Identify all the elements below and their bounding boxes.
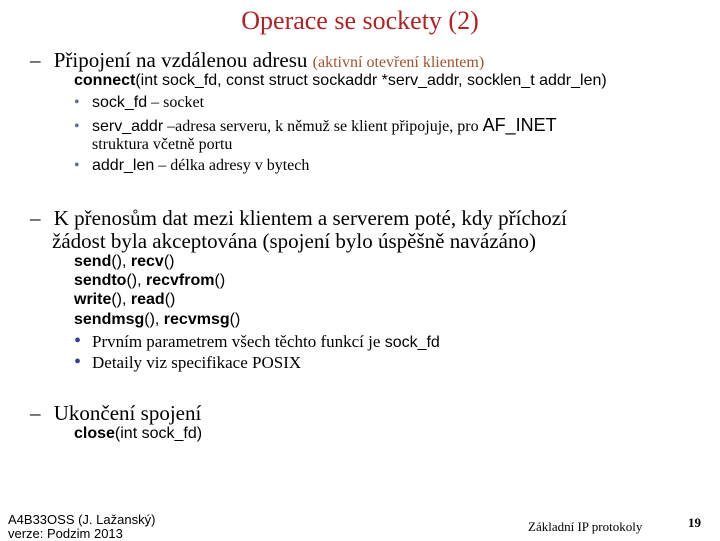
param-name: addr_len bbox=[92, 157, 155, 174]
function-name: send bbox=[74, 253, 112, 270]
function-name: sendto bbox=[74, 272, 127, 289]
function-separator: , bbox=[122, 253, 131, 270]
section-transfer-heading bbox=[30, 206, 567, 231]
dash-marker: – bbox=[30, 206, 41, 230]
bullet-icon: • bbox=[74, 351, 82, 373]
function-parens: () bbox=[111, 253, 122, 270]
list-item bbox=[74, 330, 440, 353]
bullet-text: Prvním parametrem všech těchto funkcí je bbox=[92, 332, 381, 351]
bullet-icon: • bbox=[74, 330, 82, 352]
footer-author: A4B33OSS (J. Lažanský) bbox=[8, 512, 156, 527]
bullet-icon: • bbox=[74, 94, 80, 111]
param-desc: – socket bbox=[151, 94, 205, 111]
function-name: recvfrom bbox=[146, 272, 215, 289]
bullet-icon: • bbox=[74, 157, 80, 174]
function-parens: () bbox=[163, 253, 175, 270]
function-separator: , bbox=[154, 311, 164, 328]
close-signature bbox=[74, 425, 202, 443]
dash-marker: – bbox=[30, 401, 41, 425]
function-name: sendmsg bbox=[74, 311, 145, 328]
function-separator: , bbox=[122, 291, 131, 308]
list-item bbox=[74, 157, 309, 175]
bullet-text: Detaily viz specifikace POSIX bbox=[92, 353, 302, 372]
param-desc: –adresa serveru, k němuž se klient připojuje, pro bbox=[167, 118, 479, 135]
function-parens: () bbox=[164, 291, 176, 308]
slide-title: Operace se sockety (2) bbox=[241, 6, 479, 35]
function-name: connect bbox=[74, 72, 136, 89]
function-name: read bbox=[130, 291, 165, 308]
function-pair bbox=[74, 291, 175, 309]
param-desc: – délka adresy v bytech bbox=[158, 157, 310, 174]
function-parens: () bbox=[229, 311, 241, 328]
function-parens: () bbox=[214, 272, 226, 289]
function-parens: () bbox=[144, 311, 155, 328]
list-item bbox=[74, 94, 204, 112]
heading-text: Ukončení spojení bbox=[53, 401, 202, 425]
param-desc-tail: AF_INET bbox=[482, 115, 557, 135]
param-name: sock_fd bbox=[384, 334, 440, 351]
function-name: recv bbox=[130, 253, 164, 270]
heading-text: K přenosům dat mezi klientem a serverem poté, kdy příchozí bbox=[53, 206, 567, 230]
param-name: sock_fd bbox=[92, 94, 148, 111]
function-pair bbox=[74, 311, 240, 329]
list-item bbox=[74, 115, 557, 136]
param-desc-continuation: struktura včetně portu bbox=[92, 136, 233, 153]
section-connect-heading bbox=[30, 48, 484, 73]
bullet-icon: • bbox=[74, 118, 80, 135]
footer-version: verze: Podzim 2013 bbox=[8, 526, 123, 541]
footer-topic: Základní IP protokoly bbox=[528, 519, 643, 534]
section-close-heading bbox=[30, 401, 201, 426]
function-args: (int sock_fd) bbox=[114, 425, 203, 442]
function-name: close bbox=[74, 425, 115, 442]
heading-text: Připojení na vzdálenou adresu bbox=[53, 48, 308, 72]
list-item bbox=[74, 351, 301, 374]
heading-note: (aktivní otevření klientem) bbox=[312, 54, 485, 71]
param-name: serv_addr bbox=[92, 118, 164, 135]
function-separator: , bbox=[137, 272, 146, 289]
function-args: (int sock_fd, const struct sockaddr *serv_addr, socklen_t addr_len) bbox=[135, 72, 607, 89]
page-number: 19 bbox=[688, 515, 701, 530]
function-pair bbox=[74, 272, 225, 290]
function-pair bbox=[74, 253, 174, 271]
function-name: write bbox=[74, 291, 112, 308]
connect-signature bbox=[74, 72, 607, 90]
dash-marker: – bbox=[30, 48, 41, 72]
heading-text-line2: žádost byla akceptována (spojení bylo úspěšně navázáno) bbox=[52, 229, 536, 253]
function-parens: () bbox=[126, 272, 138, 289]
function-name: recvmsg bbox=[163, 311, 230, 328]
function-parens: () bbox=[111, 291, 122, 308]
